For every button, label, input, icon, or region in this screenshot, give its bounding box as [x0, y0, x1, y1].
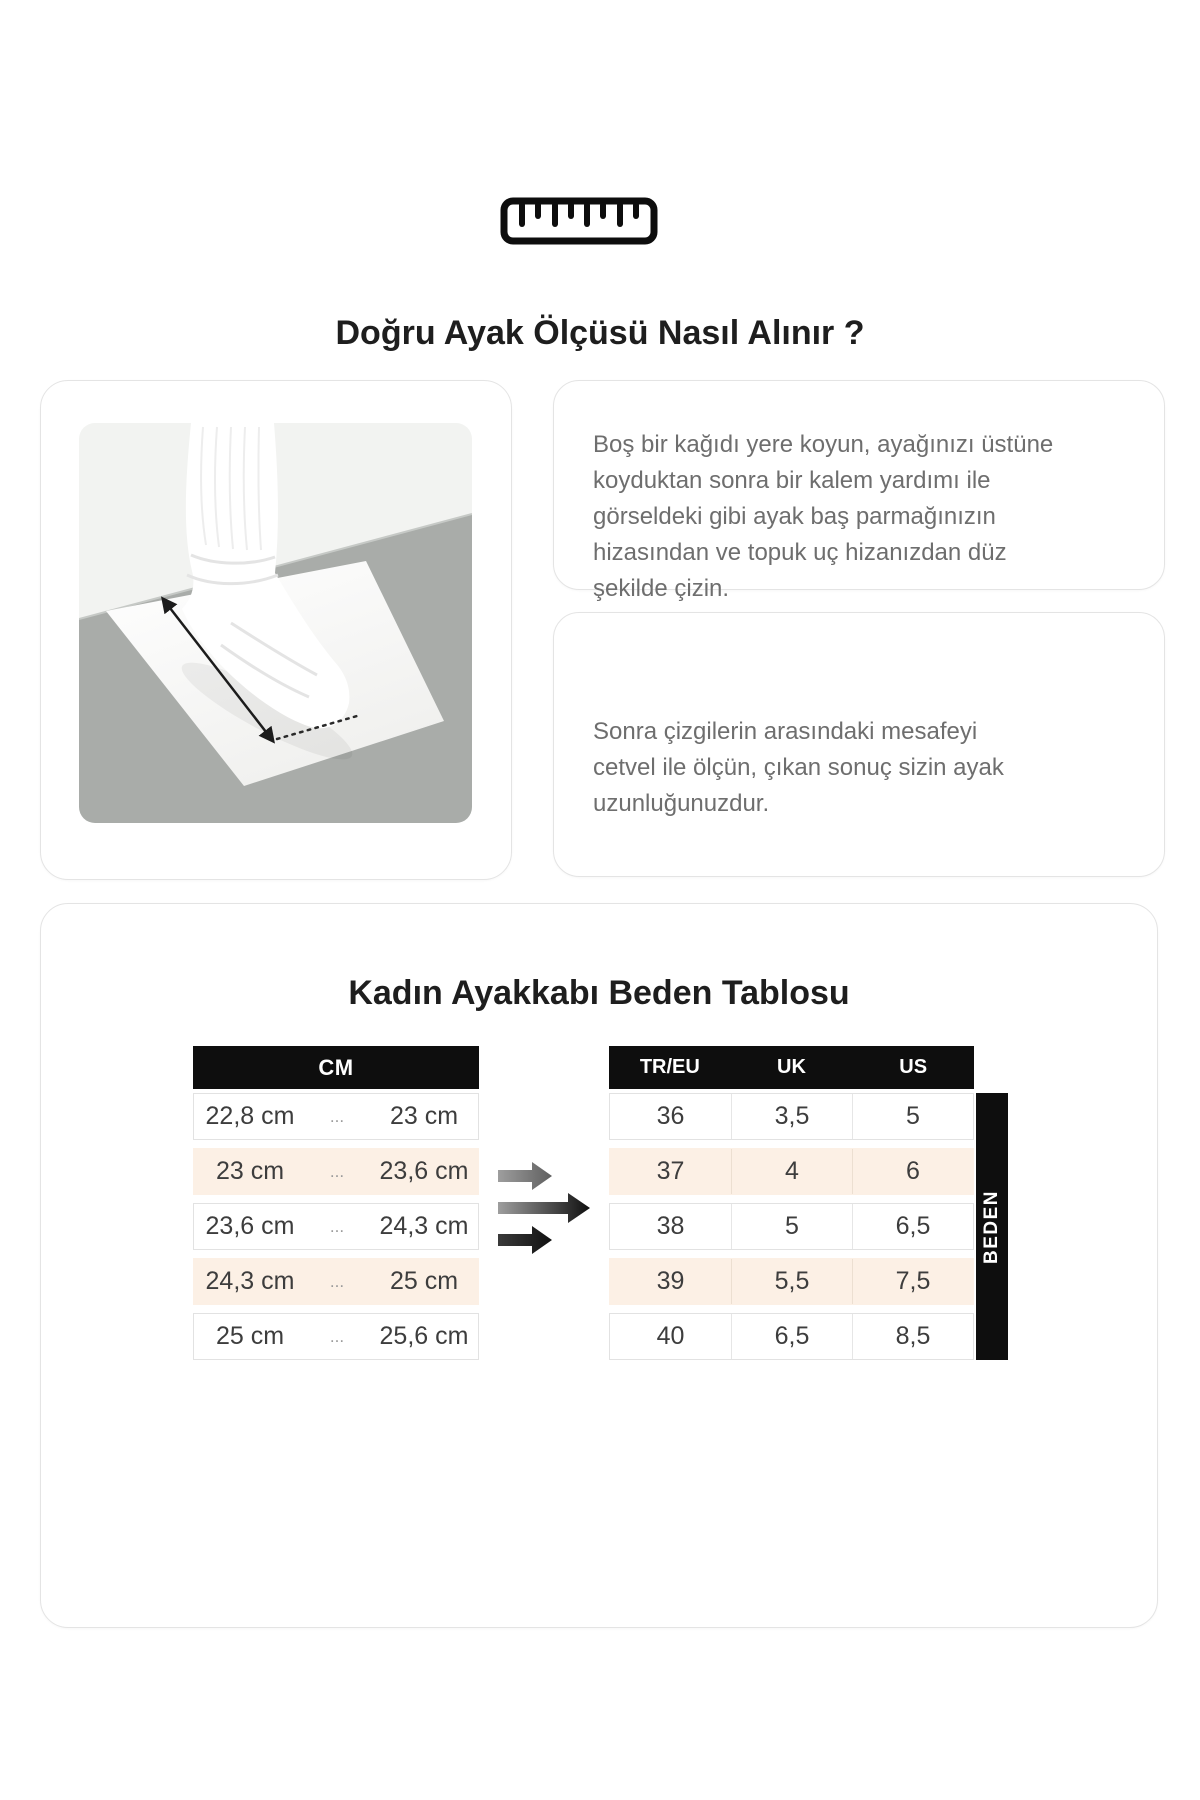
- instruction-step-2-text: Sonra çizgilerin arasındaki mesafeyi cetvel ile ölçün, çıkan sonuç sizin ayak uzunluğunuzdur.: [593, 718, 1004, 817]
- range-dots: ...: [329, 1326, 345, 1346]
- header-us: US: [899, 1056, 928, 1078]
- header-uk: UK: [777, 1056, 806, 1078]
- size-table-header-row: [609, 1046, 974, 1089]
- foot-measurement-photo: [79, 423, 472, 823]
- range-dots: ...: [329, 1271, 345, 1291]
- range-dots: ...: [329, 1106, 345, 1126]
- instruction-step-1-card: [553, 380, 1165, 602]
- foot-photo-illustration: [79, 423, 472, 823]
- instruction-step-2-card: [553, 612, 1165, 877]
- transfer-arrows-icon: [498, 1160, 592, 1256]
- ruler-icon-svg: [500, 197, 658, 245]
- beden-axis-label: BEDEN: [976, 1093, 1008, 1360]
- foot-measurement-photo-card: [40, 380, 512, 880]
- header-tr-eu: TR/EU: [639, 1056, 700, 1078]
- size-table-title: Kadın Ayakkabı Beden Tablosu: [348, 974, 850, 1013]
- size-table-row: 39 5,5 7,5: [609, 1258, 974, 1305]
- page-title: Doğru Ayak Ölçüsü Nasıl Alınır ?: [335, 313, 865, 352]
- size-table-row: 38 5 6,5: [609, 1203, 974, 1250]
- instruction-step-1-text: Boş bir kağıdı yere koyun, ayağınızı üstüne koyduktan sonra bir kalem yardımı ile görseldeki gibi ayak baş parmağınızın hizasından ve topuk uç hizanızdan düz şekilde çizin.: [593, 431, 1054, 602]
- cm-table-row: 22,8 cm ... 23 cm: [193, 1093, 479, 1140]
- international-size-table: [609, 1046, 974, 1368]
- cm-table-row: 25 cm ... 25,6 cm: [193, 1313, 479, 1360]
- cm-table-row: 24,3 cm ... 25 cm: [193, 1258, 479, 1305]
- cm-table-header: CM: [193, 1046, 479, 1089]
- size-table-row: 40 6,5 8,5: [609, 1313, 974, 1360]
- cm-table: [193, 1046, 479, 1368]
- size-table-row: 36 3,5 5: [609, 1093, 974, 1140]
- transfer-arrows-svg: [498, 1160, 592, 1256]
- size-table-row: 37 4 6: [609, 1148, 974, 1195]
- size-table-card: [40, 903, 1158, 1628]
- cm-table-row: 23 cm ... 23,6 cm: [193, 1148, 479, 1195]
- range-dots: ...: [329, 1161, 345, 1181]
- ruler-icon: [500, 197, 658, 245]
- range-dots: ...: [329, 1216, 345, 1236]
- cm-table-row: 23,6 cm ... 24,3 cm: [193, 1203, 479, 1250]
